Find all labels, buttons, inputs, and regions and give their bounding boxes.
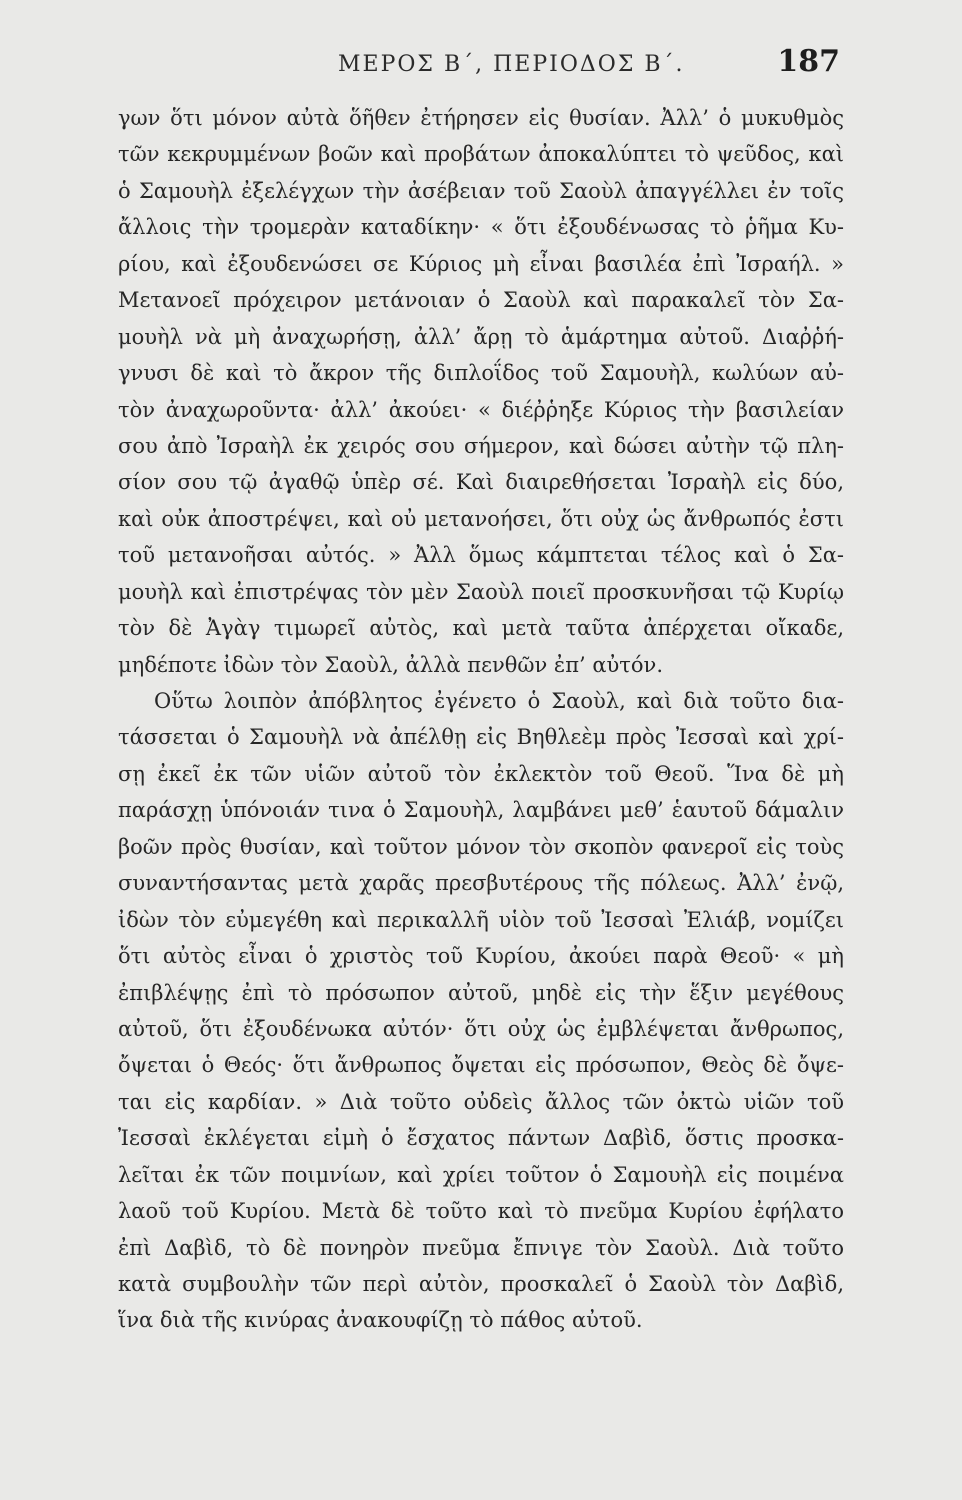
text-line: τὸν ἀναχωροῦντα· ἀλλ’ ἀκούει· « διέῤῥηξε Κύριος τὴν βασιλείαν bbox=[118, 397, 844, 422]
running-head: ΜΕΡΟΣ Β΄, ΠΕΡΙΟΔΟΣ Β΄. bbox=[338, 52, 685, 77]
text-line: αὐτοῦ, ὅτι ἐξουδένωκα αὐτόν· ὅτι οὐχ ὡς ἐμβλέψεται ἄνθρωπος, bbox=[118, 1016, 844, 1041]
text-line: γων ὅτι μόνον αὐτὰ ὅῆθεν ἐτήρησεν εἰς θυσίαν. Ἀλλ’ ὁ μυκυθμὸς bbox=[118, 106, 844, 130]
text-line: Ἰεσσαὶ ἐκλέγεται εἰμὴ ὁ ἔσχατος πάντων Δαβὶδ, ὅστις προσκα- bbox=[118, 1126, 844, 1151]
text-line: ἐπιβλέψῃς ἐπὶ τὸ πρόσωπον αὐτοῦ, μηδὲ εἰς τὴν ἕξιν μεγέθους bbox=[118, 980, 844, 1005]
text-line: παράσχῃ ὑπόνοιάν τινα ὁ Σαμουὴλ, λαμβάνει μεθ’ ἑαυτοῦ δάμαλιν bbox=[118, 798, 844, 823]
text-line: συναντήσαντας μετὰ χαρᾶς πρεσβυτέρους τῆς πόλεως. Ἀλλ’ ἐνῷ, bbox=[118, 871, 844, 896]
text-line: ρίου, καὶ ἐξουδενώσει σε Κύριος μὴ εἶναι βασιλέα ἐπὶ Ἰσραήλ. » bbox=[118, 251, 844, 276]
text-line: τῶν κεκρυμμένων βοῶν καὶ προβάτων ἀποκαλύπτει τὸ ψεῦδος, καὶ bbox=[118, 142, 844, 167]
body-text bbox=[118, 100, 844, 1339]
text-line: σου ἀπὸ Ἰσραὴλ ἐκ χειρός σου σήμερον, καὶ δώσει αὐτὴν τῷ πλη- bbox=[118, 433, 844, 458]
text-line: ὁ Σαμουὴλ ἐξελέγχων τὴν ἀσέβειαν τοῦ Σαοὺλ ἀπαγγέλλει ἐν τοῖς bbox=[118, 178, 844, 203]
text-line: Μετανοεῖ πρόχειρον μετάνοιαν ὁ Σαοὺλ καὶ παρακαλεῖ τὸν Σα- bbox=[118, 288, 844, 313]
paragraph-start-line: Οὕτω λοιπὸν ἀπόβλητος ἐγένετο ὁ Σαοὺλ, καὶ διὰ τοῦτο δια- bbox=[154, 689, 844, 713]
text-line: ἵνα διὰ τῆς κινύρας ἀνακουφίζῃ τὸ πάθος αὐτοῦ. bbox=[118, 1308, 643, 1333]
text-line: μηδέποτε ἰδὼν τὸν Σαοὺλ, ἀλλὰ πενθῶν ἐπ’ αὐτόν. bbox=[118, 652, 663, 677]
text-line: λαοῦ τοῦ Κυρίου. Μετὰ δὲ τοῦτο καὶ τὸ πνεῦμα Κυρίου ἐφήλατο bbox=[118, 1199, 844, 1224]
text-line: σίον σου τῷ ἀγαθῷ ὑπὲρ σέ. Καὶ διαιρεθήσεται Ἰσραὴλ εἰς δύο, bbox=[118, 470, 844, 495]
text-line: λεῖται ἐκ τῶν ποιμνίων, καὶ χρίει τοῦτον ὁ Σαμουὴλ εἰς ποιμένα bbox=[118, 1162, 844, 1187]
text-line: ὅτι αὐτὸς εἶναι ὁ χριστὸς τοῦ Κυρίου, ἀκούει παρὰ Θεοῦ· « μὴ bbox=[118, 944, 844, 969]
text-line: κατὰ συμβουλὴν τῶν περὶ αὐτὸν, προσκαλεῖ ὁ Σαοὺλ τὸν Δαβὶδ, bbox=[118, 1272, 844, 1296]
text-line: σῃ ἐκεῖ ἐκ τῶν υἱῶν αὐτοῦ τὸν ἐκλεκτὸν τοῦ Θεοῦ. Ἵνα δὲ μὴ bbox=[118, 761, 844, 786]
text-line: τὸν δὲ Ἀγὰγ τιμωρεῖ αὐτὸς, καὶ μετὰ ταῦτα ἀπέρχεται οἴκαδε, bbox=[118, 616, 844, 641]
text-line: ἄλλοις τὴν τρομερὰν καταδίκην· « ὅτι ἐξουδένωσας τὸ ῥῆμα Κυ- bbox=[118, 215, 844, 240]
text-line: ὄψεται ὁ Θεός· ὅτι ἄνθρωπος ὄψεται εἰς πρόσωπον, Θεὸς δὲ ὄψε- bbox=[118, 1053, 844, 1078]
text-line: ἐπὶ Δαβὶδ, τὸ δὲ πονηρὸν πνεῦμα ἔπνιγε τὸν Σαοὺλ. Διὰ τοῦτο bbox=[118, 1235, 844, 1260]
page-number: 187 bbox=[777, 44, 840, 79]
text-line: μουὴλ καὶ ἐπιστρέψας τὸν μὲν Σαοὺλ ποιεῖ προσκυνῆσαι τῷ Κυρίῳ bbox=[118, 579, 844, 604]
text-line: ἰδὼν τὸν εὐμεγέθη καὶ περικαλλῆ υἱὸν τοῦ Ἰεσσαὶ Ἐλιάβ, νομίζει bbox=[118, 907, 844, 932]
text-line: μουὴλ νὰ μὴ ἀναχωρήσῃ, ἀλλ’ ἄρῃ τὸ ἁμάρτημα αὐτοῦ. Διαῤῥή- bbox=[118, 324, 844, 349]
text-line: ται εἰς καρδίαν. » Διὰ τοῦτο οὐδεὶς ἄλλος τῶν ὀκτὼ υἱῶν τοῦ bbox=[118, 1089, 844, 1114]
text-line: καὶ οὐκ ἀποστρέψει, καὶ οὐ μετανοήσει, ὅτι οὐχ ὡς ἄνθρωπός ἐστι bbox=[118, 506, 844, 531]
text-line: γνυσι δὲ καὶ τὸ ἄκρον τῆς διπλοΐδος τοῦ Σαμουὴλ, κωλύων αὐ- bbox=[118, 361, 844, 386]
page-header bbox=[120, 38, 840, 88]
text-line: βοῶν πρὸς θυσίαν, καὶ τοῦτον μόνον τὸν σκοπὸν φανεροῖ εἰς τοὺς bbox=[118, 834, 844, 859]
text-line: τάσσεται ὁ Σαμουὴλ νὰ ἀπέλθῃ εἰς Βηθλεὲμ πρὸς Ἰεσσαὶ καὶ χρί- bbox=[118, 725, 844, 750]
text-line: τοῦ μετανοῆσαι αὐτός. » Ἀλλ ὅμως κάμπτεται τέλος καὶ ὁ Σα- bbox=[118, 543, 844, 568]
